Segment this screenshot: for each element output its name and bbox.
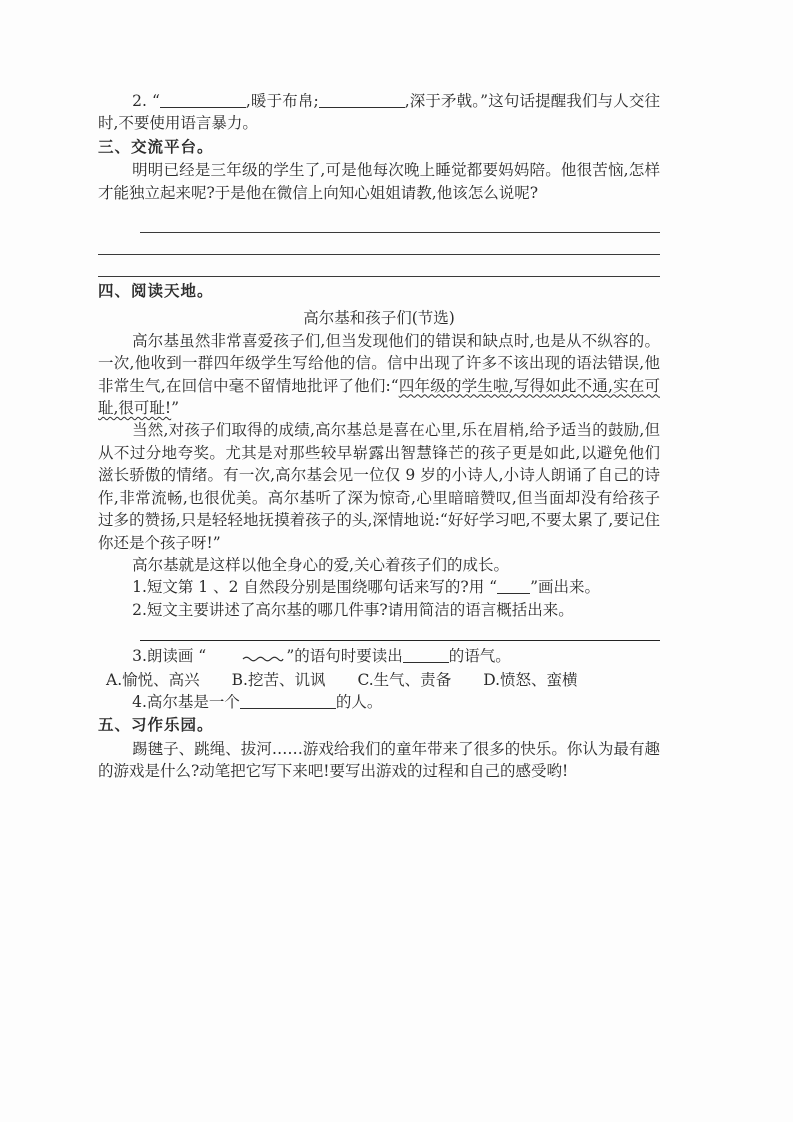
reading-question-4 (98, 691, 660, 713)
writing-paragraph: 踢毽子、跳绳、拔河……游戏给我们的童年带来了很多的快乐。你认为最有趣的游戏是什么?动笔把它写下来吧!要写出游戏的过程和自己的感受哟! (98, 739, 660, 781)
multiple-choice-options (106, 669, 660, 691)
reading-q3-mid: ”的语句时要读出 (286, 647, 403, 666)
section-heading-writing: 五、习作乐园。 (98, 717, 214, 735)
worksheet-content (98, 90, 660, 783)
wavy-line-mark (208, 646, 284, 668)
exchange-paragraph: 明明已经是三年级的学生了,可是他每次晚上睡觉都要妈妈陪。他很苦恼,怎样才能独立起来呢?于是他在微信上向知心姐姐请教,他该怎么说呢? (98, 161, 660, 202)
section-heading-exchange: 三、交流平台。 (98, 138, 214, 156)
answer-line (140, 628, 660, 641)
option-d: D.愤怒、蛮横 (483, 670, 578, 689)
reading-q3-pre: 3.朗读画 “ (132, 647, 207, 666)
answer-line (98, 233, 660, 255)
passage-paragraph-2: 当然,对孩子们取得的成绩,高尔基总是喜在心里,乐在眉梢,给予适当的鼓励,但从不过分地夸奖。尤其是对那些较早崭露出智慧锋芒的孩子更是如此,以避免他们滋长骄傲的情绪。有一次,高尔基会见一位仅 9 岁的小诗人,小诗人朗诵了自己的诗作,非常流畅,也很优美。高尔基听了深为惊奇,心里暗暗赞叹,但当面却没有给孩子过多的赞扬,只是轻轻地抚摸着孩子的头,深情地说:“好好学习吧,不要太累了,要记住你还是个孩子呀!” (98, 421, 660, 552)
fill-q2-lead: 2. “ (132, 92, 160, 110)
reading-question-1 (98, 576, 660, 598)
passage-p1-wavy-underlined: 四年级的学生啦,写得如此不通,实在可耻,很可耻! (98, 376, 660, 418)
answer-line (98, 255, 660, 277)
reading-q3-post: 的语气。 (448, 647, 511, 666)
passage-title: 高尔基和孩子们(节选) (303, 309, 455, 328)
passage-p1-post: ” (171, 399, 180, 418)
reading-question-2: 2.短文主要讲述了高尔基的哪几件事?请用简洁的语言概括出来。 (132, 600, 574, 619)
fill-in-question-2 (98, 90, 660, 135)
option-a: A.愉悦、高兴 (106, 670, 200, 689)
reading-q1-post: ”画出来。 (530, 578, 600, 597)
passage-paragraph-1 (98, 330, 660, 420)
passage-p1-pre: 高尔基虽然非常喜爱孩子们,但当发现他们的错误和缺点时,也是从不纵容的。一次,他收到一群四年级学生写给他的信。信中出现了许多不该出现的语法错误,他非常生气,在回信中毫不留情地批评了他们:“ (98, 331, 660, 395)
blank-line-4 (240, 694, 336, 709)
section-heading-reading: 四、阅读天地。 (98, 283, 214, 301)
blank-line-2 (319, 93, 405, 108)
reading-q1-pre: 1.短文第 1 、2 自然段分别是围绕哪句话来写的?用 “ (132, 578, 498, 597)
option-c: C.生气、责备 (357, 670, 452, 689)
fill-q2-tail: ,深于矛戟。”这句话提醒我们与人交往时,不要使用语言暴力。 (98, 92, 661, 133)
reading-question-3 (98, 645, 660, 668)
option-b: B.挖苦、讥讽 (231, 670, 326, 689)
blank-line-3 (403, 648, 449, 663)
fill-q2-mid: ,暖于布帛; (245, 92, 319, 110)
reading-q4-post: 的人。 (335, 692, 383, 711)
blank-line-in-quotes (497, 579, 530, 594)
blank-line-1 (160, 93, 246, 108)
reading-q4-pre: 4.高尔基是一个 (132, 692, 240, 711)
passage-paragraph-3: 高尔基就是这样以他全身心的爱,关心着孩子们的成长。 (132, 555, 510, 574)
answer-lines-block (98, 211, 660, 277)
answer-line (140, 211, 660, 233)
